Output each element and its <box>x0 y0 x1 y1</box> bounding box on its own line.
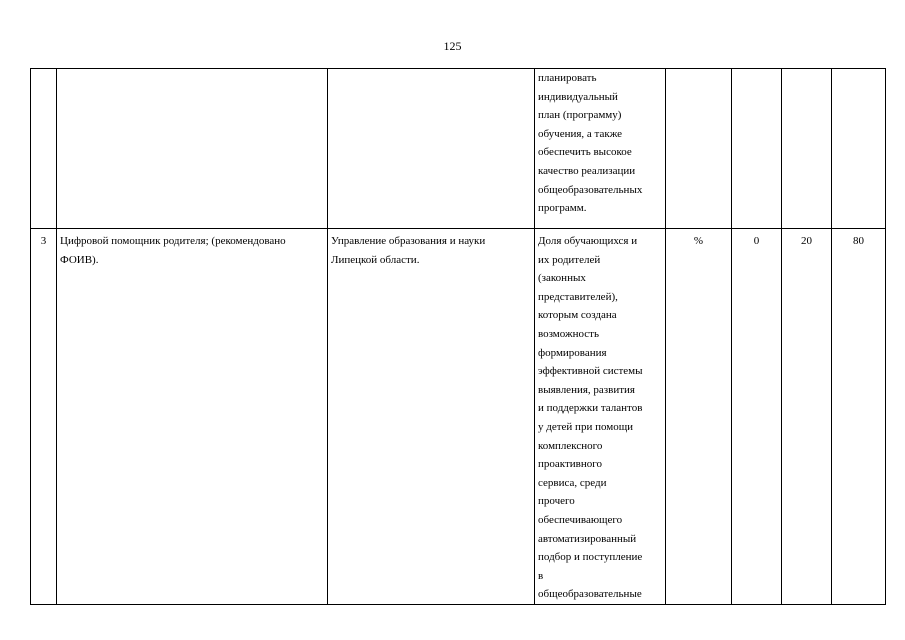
indicator-line: которым создана <box>538 309 617 322</box>
value-cell-2: 20 <box>782 229 832 605</box>
value-cell-3: 80 <box>832 229 886 605</box>
indicator-line: обеспечить высокое <box>538 146 632 159</box>
indicator-line: обеспечивающего <box>538 513 623 526</box>
indicator-line: представителей), <box>538 290 618 303</box>
value-cell-3 <box>832 69 886 229</box>
value-cell-1 <box>732 69 782 229</box>
indicator-cell <box>535 69 666 229</box>
indicator-line: планировать <box>538 72 597 84</box>
indicator-line: подбор и поступление <box>538 551 643 564</box>
indicator-line: у детей при помощи <box>538 420 634 433</box>
indicator-line: (законных <box>538 272 586 285</box>
unit-cell <box>666 69 732 229</box>
indicator-line: возможность <box>538 327 599 340</box>
project-name-cell: Цифровой помощник родителя; (рекомендовано ФОИВ). <box>57 229 328 605</box>
responsible-cell: Управление образования и науки Липецкой области. <box>328 229 535 605</box>
indicator-line: формирования <box>538 346 607 359</box>
table-row <box>31 69 886 229</box>
responsible-cell <box>328 69 535 229</box>
indicator-line: обучения, а также <box>538 127 623 140</box>
indicator-line: общеобразовательных <box>538 183 643 196</box>
indicator-line: общеобразовательные <box>538 588 642 601</box>
table-row <box>31 229 886 605</box>
indicator-line: в <box>538 569 544 582</box>
indicator-line: проактивного <box>538 458 602 471</box>
indicator-line: программ. <box>538 202 587 215</box>
row-number-cell: 3 <box>31 229 57 605</box>
program-table <box>30 68 886 605</box>
indicator-line: прочего <box>538 495 575 508</box>
indicator-line: качество реализации <box>538 164 636 177</box>
indicator-line: выявления, развития <box>538 383 635 396</box>
unit-cell: % <box>666 229 732 605</box>
indicator-cell <box>535 229 666 605</box>
indicator-line: и поддержки талантов <box>538 402 643 415</box>
project-name-cell <box>57 69 328 229</box>
indicator-line: сервиса, среди <box>538 476 607 489</box>
indicator-line: автоматизированный <box>538 532 637 545</box>
value-cell-1: 0 <box>732 229 782 605</box>
indicator-line: Доля обучающихся и <box>538 235 638 247</box>
indicator-line: их родителей <box>538 253 601 266</box>
indicator-line: эффективной системы <box>538 365 643 378</box>
value-cell-2 <box>782 69 832 229</box>
indicator-line: индивидуальный <box>538 90 618 103</box>
indicator-line: комплексного <box>538 439 603 452</box>
page-number: 125 <box>443 39 462 53</box>
indicator-line: план (программу) <box>538 109 622 122</box>
row-number-cell <box>31 69 57 229</box>
